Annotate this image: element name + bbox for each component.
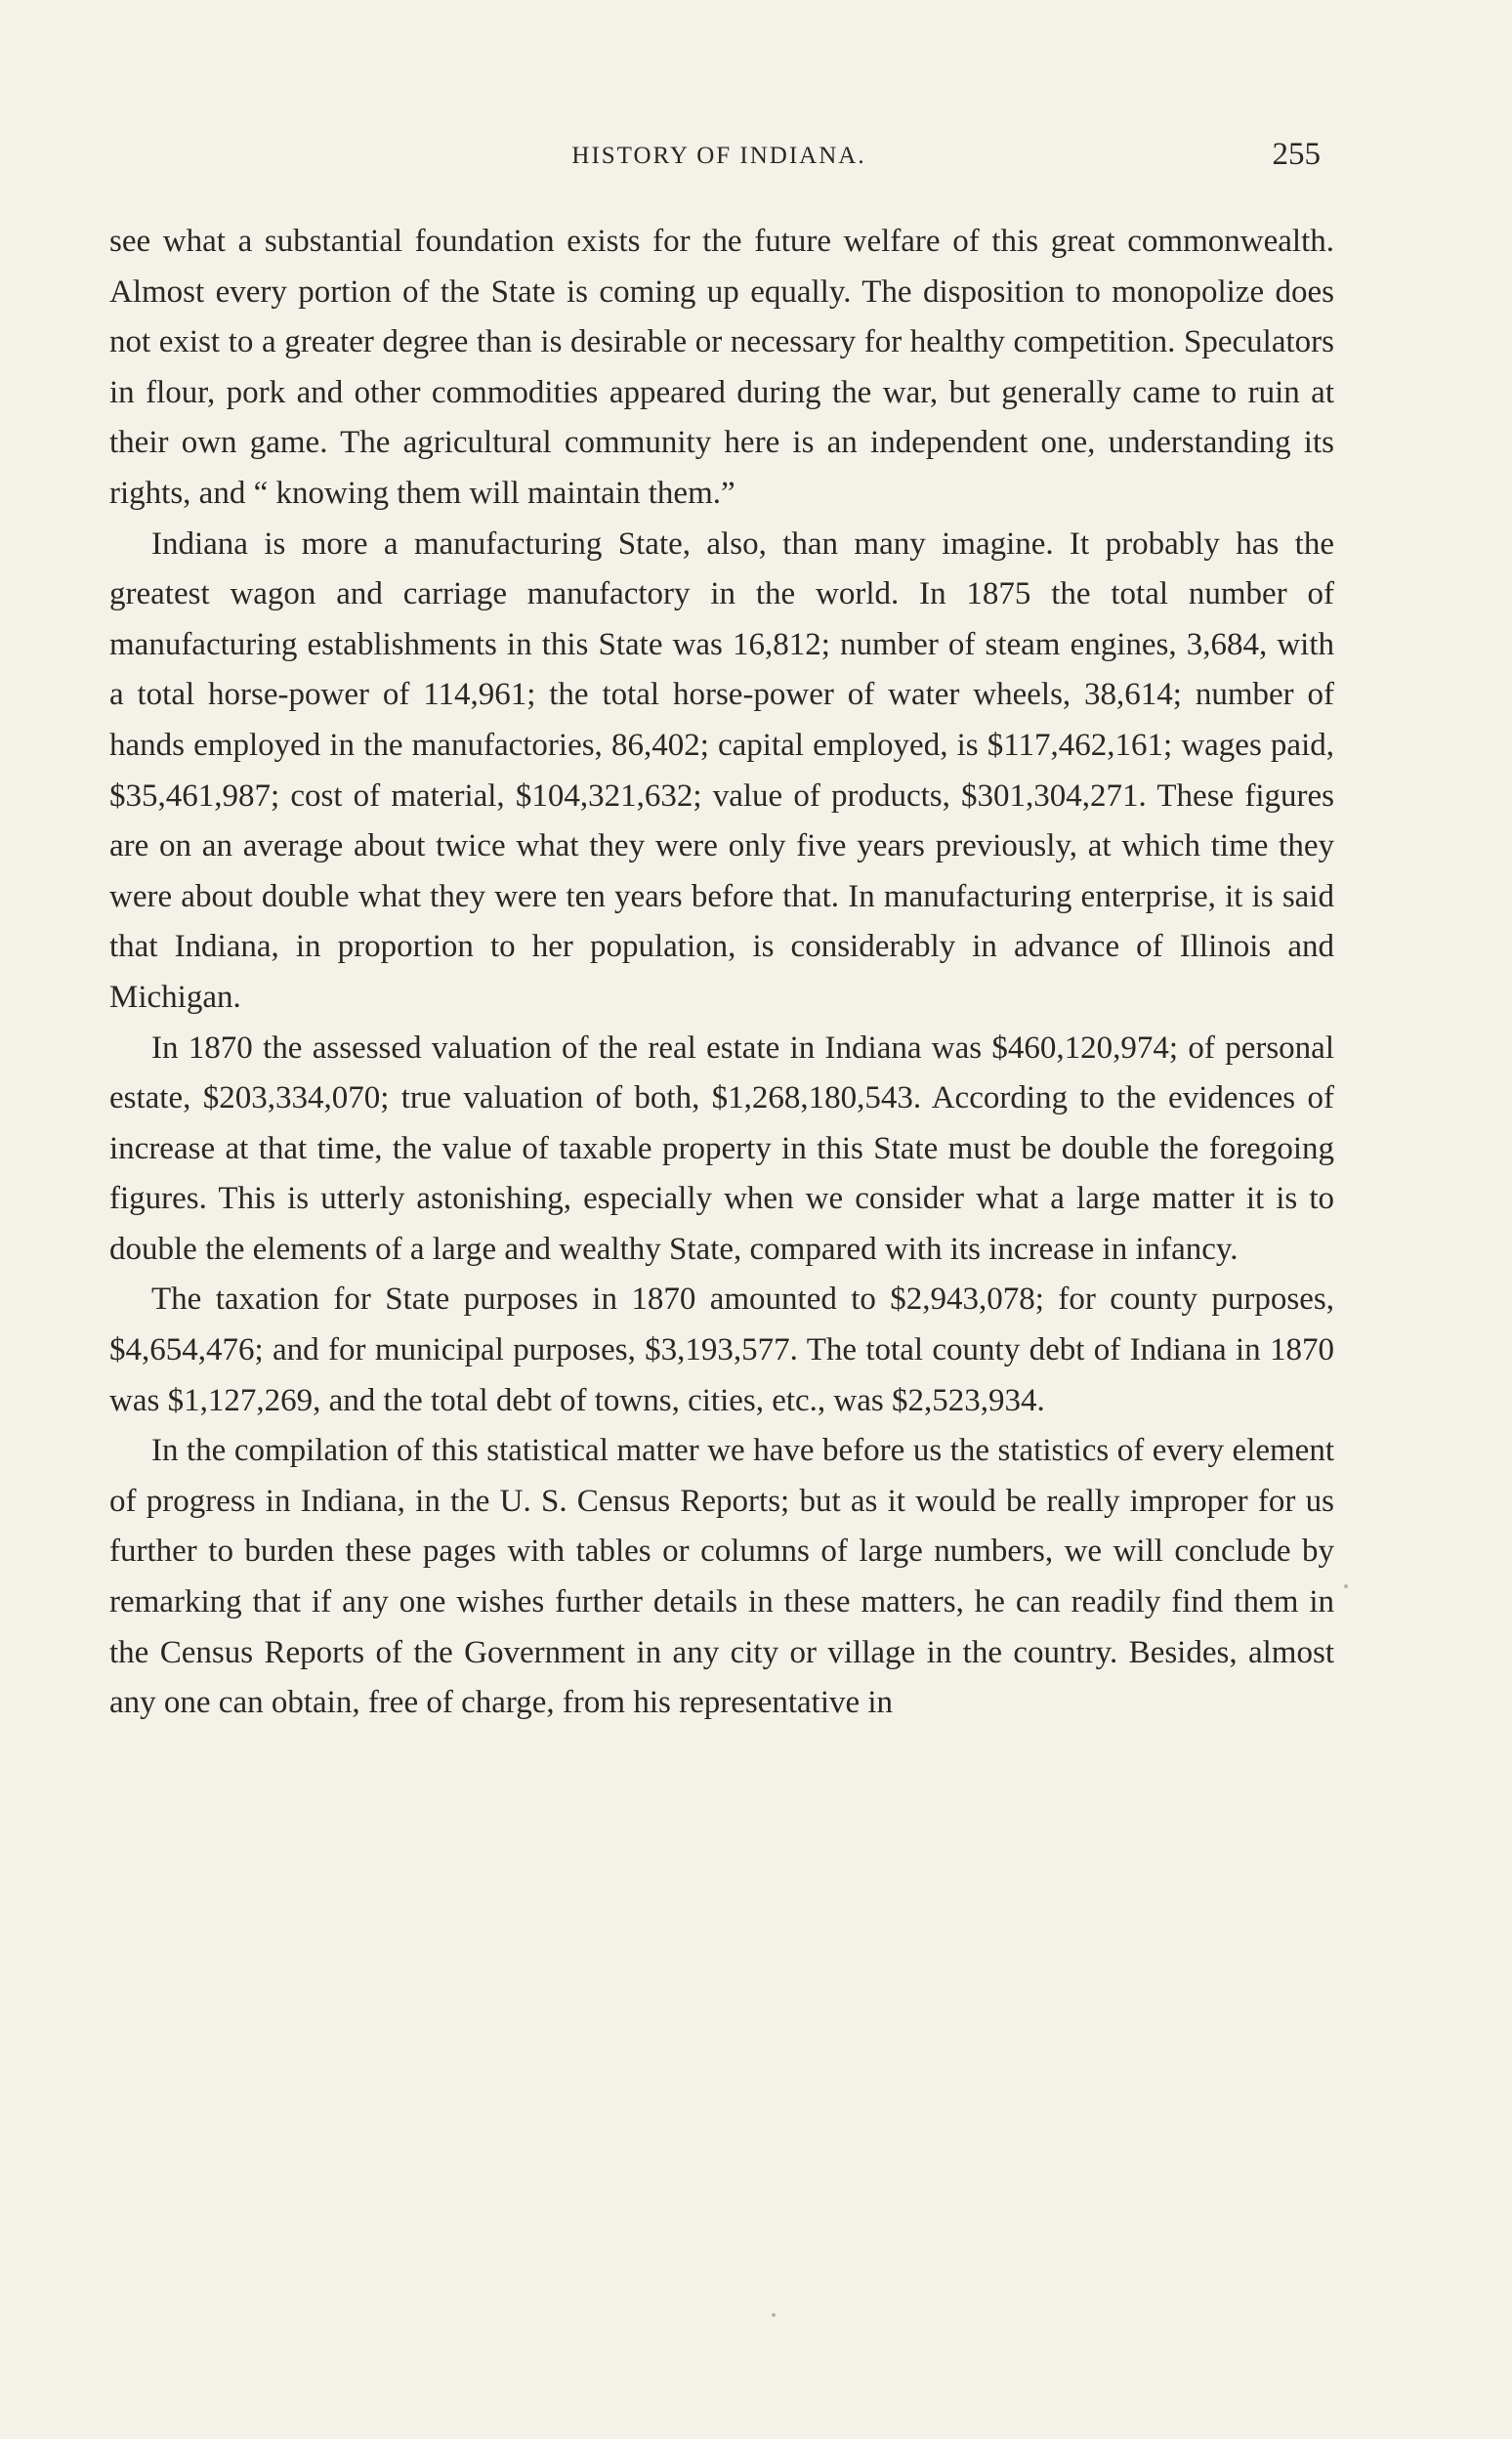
running-title: HISTORY OF INDIANA. [571, 143, 866, 169]
running-head [109, 137, 1328, 176]
paragraph-continuation: see what a substantial foundation exists for the future welfare of this great commonwealth. Almost every portion of the State is coming up equally. The disposition to monopolize does not exist to a greater degree than is desirable or necessary for healthy competition. Speculators in flour, pork and other commodities appeared during the war, but generally came to ruin at their own game. The agricultural community here is an independent one, understanding its rights, and “ knowing them will maintain them.” [109, 224, 1334, 511]
paper-speck [772, 2313, 776, 2317]
body-text [109, 217, 1334, 1729]
paragraph-census: In the compilation of this statistical matter we have before us the statistics of every element of progress in Indiana, in the U. S. Census Reports; but as it would be really improper for us further to burden these pages with tables or columns of large numbers, we will conclude by remarking that if any one wishes further details in these matters, he can readily find them in the Census Reports of the Government in any city or village in the country. Besides, almost any one can obtain, free of charge, from his representative in [109, 1433, 1334, 1721]
paragraph-taxation: The taxation for State purposes in 1870 amounted to $2,943,078; for county purposes, $4,654,476; and for municipal purposes, $3,193,577. The total county debt of Indiana in 1870 was $1,127,269, and the total debt of towns, cities, etc., was $2,523,934. [109, 1282, 1334, 1418]
page-number: 255 [1272, 137, 1321, 172]
paper-speck [1344, 1584, 1348, 1588]
paragraph-valuation: In 1870 the assessed valuation of the real estate in Indiana was $460,120,974; of personal estate, $203,334,070; true valuation of both, $1,268,180,543. According to the evidences of increase at that time, the value of taxable property in this State must be double the foregoing figures. This is utterly astonishing, especially when we consider what a large matter it is to double the elements of a large and wealthy State, compared with its increase in infancy. [109, 1030, 1334, 1267]
paragraph-manufacturing: Indiana is more a manufacturing State, also, than many imagine. It probably has the greatest wagon and carriage manufactory in the world. In 1875 the total number of manufacturing establishments in this State was 16,812; number of steam engines, 3,684, with a total horse-power of 114,961; the total horse-power of water wheels, 38,614; number of hands employed in the manufactories, 86,402; capital employed, is $117,462,161; wages paid, $35,461,987; cost of material, $104,321,632; value of products, $301,304,271. These figures are on an average about twice what they were only five years previously, at which time they were about double what they were ten years before that. In manufacturing enterprise, it is said that Indiana, in proportion to her population, is considerably in advance of Illinois and Michigan. [109, 526, 1334, 1015]
